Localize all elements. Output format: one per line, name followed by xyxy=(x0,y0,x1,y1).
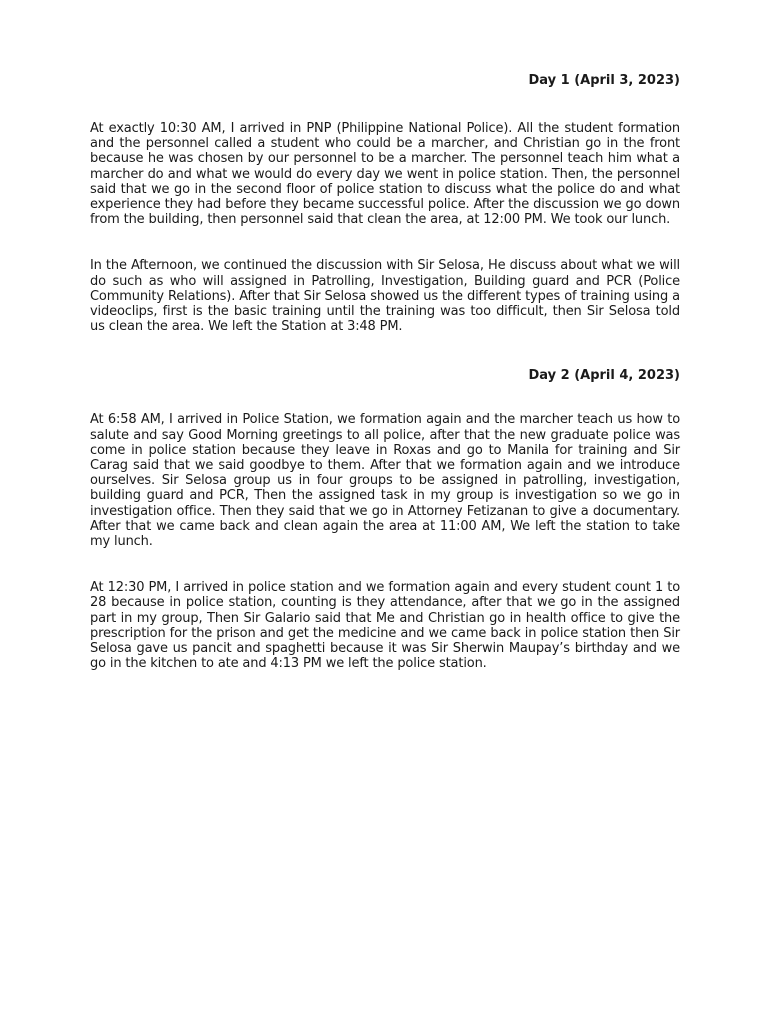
day2-paragraph-morning: At 6:58 AM, I arrived in Police Station, we formation again and the marcher teach us how to salute and say Good Morning greetings to all police, after that the new graduate police was come in police station because they leave in Roxas and go to Manila for training and Sir Carag said that we said goodbye to them. After that we formation again and we introduce ourselves. Sir Selosa group us in four groups to be assigned in patrolling, investigation, building guard and PCR, Then the assigned task in my group is investigation so we go in investigation office. Then they said that we go in Attorney Fetizanan to give a documentary. After that we came back and clean again the area at 11:00 AM, We left the station to take my lunch. xyxy=(90,412,680,550)
day1-heading: Day 1 (April 3, 2023) xyxy=(528,73,680,88)
day1-paragraph-morning: At exactly 10:30 AM, I arrived in PNP (Philippine National Police). All the student formation and the personnel called a student who could be a marcher, and Christian go in the front because he was chosen by our personnel to be a marcher. The personnel teach him what a marcher do and what we would do every day we went in police station. Then, the personnel said that we go in the second floor of police station to discuss what the police do and what experience they had before they became successful police. After the discussion we go down from the building, then personnel said that clean the area, at 12:00 PM. We took our lunch. xyxy=(90,121,680,228)
day2-paragraph-afternoon: At 12:30 PM, I arrived in police station and we formation again and every student count 1 to 28 because in police station, counting is they attendance, after that we go in the assigned part in my group, Then Sir Galario said that Me and Christian go in health office to give the prescription for the prison and get the medicine and we came back in police station then Sir Selosa gave us pancit and spaghetti because it was Sir Sherwin Maupay’s birthday and we go in the kitchen to ate and 4:13 PM we left the police station. xyxy=(90,580,680,672)
day1-paragraph-afternoon: In the Afternoon, we continued the discussion with Sir Selosa, He discuss about what we will do such as who will assigned in Patrolling, Investigation, Building guard and PCR (Police Community Relations). After that Sir Selosa showed us the different types of training using a videoclips, first is the basic training until the training was too difficult, then Sir Selosa told us clean the area. We left the Station at 3:48 PM. xyxy=(90,258,680,335)
day2-heading: Day 2 (April 4, 2023) xyxy=(528,368,680,384)
document-page xyxy=(90,70,680,671)
